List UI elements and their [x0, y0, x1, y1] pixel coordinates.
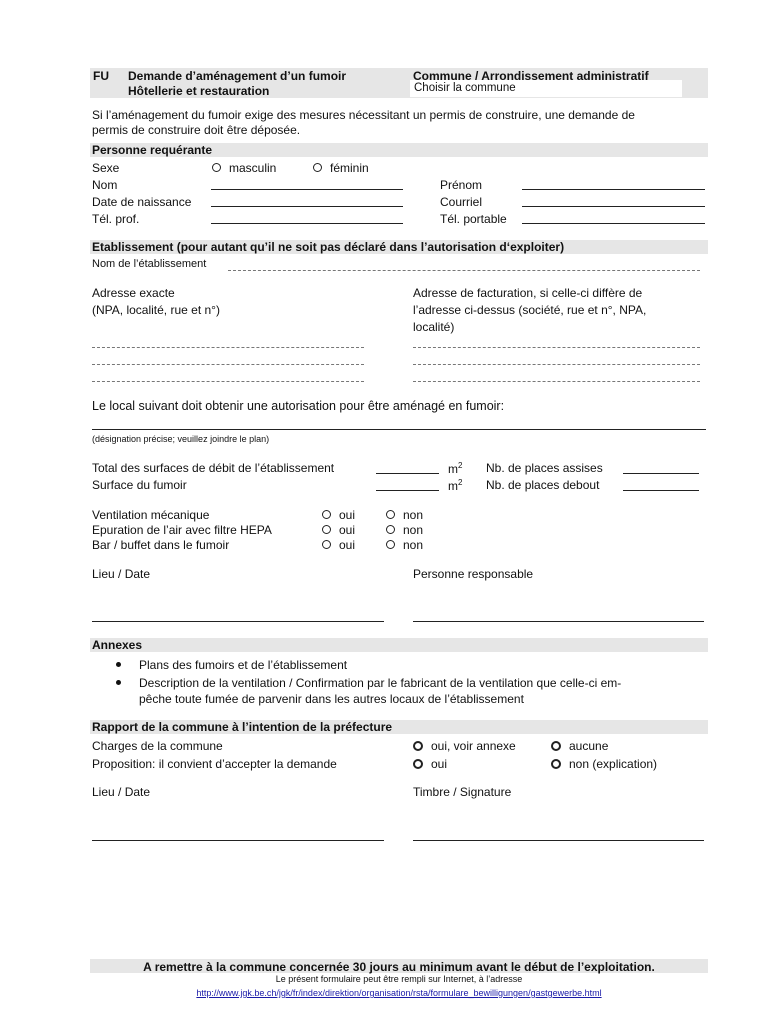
charges-oui-annexe[interactable] — [413, 739, 516, 753]
aucune-label: aucune — [569, 739, 609, 753]
local-designation-hint: (désignation précise; veuillez joindre le plan) — [92, 434, 270, 444]
personne-responsable-label: Personne responsable — [413, 567, 534, 581]
bullet-icon — [116, 680, 121, 685]
places-assises-field[interactable] — [623, 473, 699, 474]
commune-select[interactable]: Choisir la commune — [414, 82, 516, 94]
radio-feminin[interactable] — [313, 161, 369, 175]
etablissement-heading: Etablissement (pour autant qu’il ne soit pas déclaré dans l’autorisation d‘exploiter) — [92, 240, 565, 254]
prenom-label: Prénom — [440, 178, 483, 192]
prenom-field[interactable] — [522, 189, 705, 190]
surface-fumoir-field[interactable] — [376, 490, 439, 491]
courriel-label: Courriel — [440, 195, 483, 209]
facturation-label-3: localité) — [413, 320, 455, 334]
annexe-item-1-text: Plans des fumoirs et de l’établissement — [139, 658, 348, 672]
masculin-label: masculin — [229, 161, 277, 175]
non-label: non — [403, 538, 424, 552]
sexe-label: Sexe — [92, 161, 120, 175]
bar-non[interactable] — [386, 538, 423, 552]
tel-prof-field[interactable] — [211, 223, 403, 224]
non-label: non — [403, 508, 424, 522]
intro-line-1: Si l’aménagement du fumoir exige des mesures nécessitant un permis de construire, une demande de — [92, 108, 635, 122]
epuration-non[interactable] — [386, 523, 423, 537]
radio-circle-icon[interactable] — [386, 540, 395, 549]
radio-circle-icon[interactable] — [551, 759, 561, 769]
proposition-oui[interactable] — [413, 757, 447, 771]
tel-portable-field[interactable] — [522, 223, 705, 224]
annexe-item-2 — [116, 676, 621, 690]
oui-label: oui — [339, 523, 356, 537]
form-subtitle: Hôtellerie et restauration — [128, 84, 270, 98]
radio-circle-icon[interactable] — [212, 163, 221, 172]
lieu-date-field[interactable] — [92, 621, 384, 622]
annexe-item-2-continuation: pêche toute fumée de parvenir dans les autres locaux de l’établissement — [139, 692, 524, 706]
date-naissance-field[interactable] — [211, 206, 403, 207]
form-title: Demande d’aménagement d’un fumoir — [128, 69, 347, 83]
bar-oui[interactable] — [322, 538, 355, 552]
oui-label: oui — [431, 757, 448, 771]
nom-label: Nom — [92, 178, 118, 192]
radio-masculin[interactable] — [212, 161, 276, 175]
ventilation-non[interactable] — [386, 508, 423, 522]
oui-label: oui — [339, 538, 356, 552]
annexes-heading-band — [90, 638, 708, 652]
footer-notice: A remettre à la commune concernée 30 jours au minimum avant le début de l’exploitation. — [143, 960, 655, 974]
radio-circle-icon[interactable] — [322, 510, 331, 519]
proposition-non[interactable] — [551, 757, 657, 771]
bar-label: Bar / buffet dans le fumoir — [92, 538, 230, 552]
radio-circle-icon[interactable] — [386, 525, 395, 534]
courriel-field[interactable] — [522, 206, 705, 207]
adresse-exacte-line-2[interactable] — [92, 364, 364, 365]
rapport-lieu-date-field[interactable] — [92, 840, 384, 841]
annexe-item-1 — [116, 658, 347, 672]
adresse-exacte-line-1[interactable] — [92, 347, 364, 348]
radio-circle-icon[interactable] — [386, 510, 395, 519]
intro-line-2: permis de construire doit être déposée. — [92, 123, 301, 137]
adresse-exacte-line-3[interactable] — [92, 381, 364, 382]
oui-label: oui — [339, 508, 356, 522]
tel-portable-label: Tél. portable — [440, 212, 507, 226]
nom-field[interactable] — [211, 189, 403, 190]
radio-circle-icon[interactable] — [413, 759, 423, 769]
nom-etablissement-field[interactable] — [228, 270, 700, 271]
commune-label: Commune / Arrondissement administratif — [413, 69, 649, 83]
facturation-line-2[interactable] — [413, 364, 700, 365]
personne-responsable-field[interactable] — [413, 621, 704, 622]
places-debout-field[interactable] — [623, 490, 699, 491]
tel-prof-label: Tél. prof. — [92, 212, 140, 226]
non-explication-label: non (explication) — [569, 757, 658, 771]
charges-label: Charges de la commune — [92, 739, 223, 753]
surface-fumoir-label: Surface du fumoir — [92, 478, 187, 492]
epuration-oui[interactable] — [322, 523, 355, 537]
epuration-label: Epuration de l’air avec filtre HEPA — [92, 523, 272, 537]
radio-circle-icon[interactable] — [413, 741, 423, 751]
radio-circle-icon[interactable] — [322, 540, 331, 549]
lieu-date-label: Lieu / Date — [92, 567, 151, 581]
rapport-lieu-date-label: Lieu / Date — [92, 785, 151, 799]
oui-annexe-label: oui, voir annexe — [431, 739, 516, 753]
total-surfaces-field[interactable] — [376, 473, 439, 474]
places-debout-label: Nb. de places debout — [486, 478, 600, 492]
rapport-heading: Rapport de la commune à l’intention de la préfecture — [92, 720, 393, 734]
personne-heading: Personne requérante — [92, 143, 213, 157]
radio-circle-icon[interactable] — [322, 525, 331, 534]
footer-line-2: Le présent formulaire peut être rempli sur Internet, à l’adresse — [275, 974, 523, 984]
surface-fumoir-unit: $m^2$ — [448, 478, 463, 493]
charges-aucune[interactable] — [551, 739, 608, 753]
date-naissance-label: Date de naissance — [92, 195, 192, 209]
feminin-label: féminin — [330, 161, 369, 175]
radio-circle-icon[interactable] — [551, 741, 561, 751]
facturation-label-1: Adresse de facturation, si celle-ci diffère de — [413, 286, 643, 300]
radio-circle-icon[interactable] — [313, 163, 322, 172]
adresse-exacte-label: Adresse exacte — [92, 286, 175, 300]
ventilation-oui[interactable] — [322, 508, 355, 522]
facturation-line-3[interactable] — [413, 381, 700, 382]
places-assises-label: Nb. de places assises — [486, 461, 603, 475]
ventilation-label: Ventilation mécanique — [92, 508, 210, 522]
annexe-item-2-text: Description de la ventilation / Confirmation par le fabricant de la ventilation que celle-ci em- — [139, 676, 622, 690]
annexes-heading: Annexes — [92, 638, 143, 652]
total-surfaces-unit: $m^2$ — [448, 461, 463, 476]
adresse-exacte-hint: (NPA, localité, rue et n°) — [92, 303, 220, 317]
bullet-icon — [116, 662, 121, 667]
footer-url-wrap — [90, 985, 708, 999]
footer-url-link[interactable]: http://www.jgk.be.ch/jgk/fr/index/direktion/organisation/rsta/formulare_bewilligungen/gastgewerbe.html — [196, 988, 602, 998]
local-statement: Le local suivant doit obtenir une autorisation pour être aménagé en fumoir: — [92, 399, 505, 413]
form-code: FU — [93, 69, 109, 83]
facturation-label-2: l’adresse ci-dessus (société, rue et n°, NPA, — [413, 303, 647, 317]
timbre-signature-label: Timbre / Signature — [413, 785, 512, 799]
facturation-line-1[interactable] — [413, 347, 700, 348]
proposition-label: Proposition: il convient d’accepter la demande — [92, 757, 337, 771]
total-surfaces-label: Total des surfaces de débit de l’établissement — [92, 461, 335, 475]
timbre-signature-field[interactable] — [413, 840, 704, 841]
non-label: non — [403, 523, 424, 537]
local-designation-field[interactable] — [92, 429, 706, 430]
nom-etablissement-label: Nom de l’établissement — [92, 258, 207, 270]
